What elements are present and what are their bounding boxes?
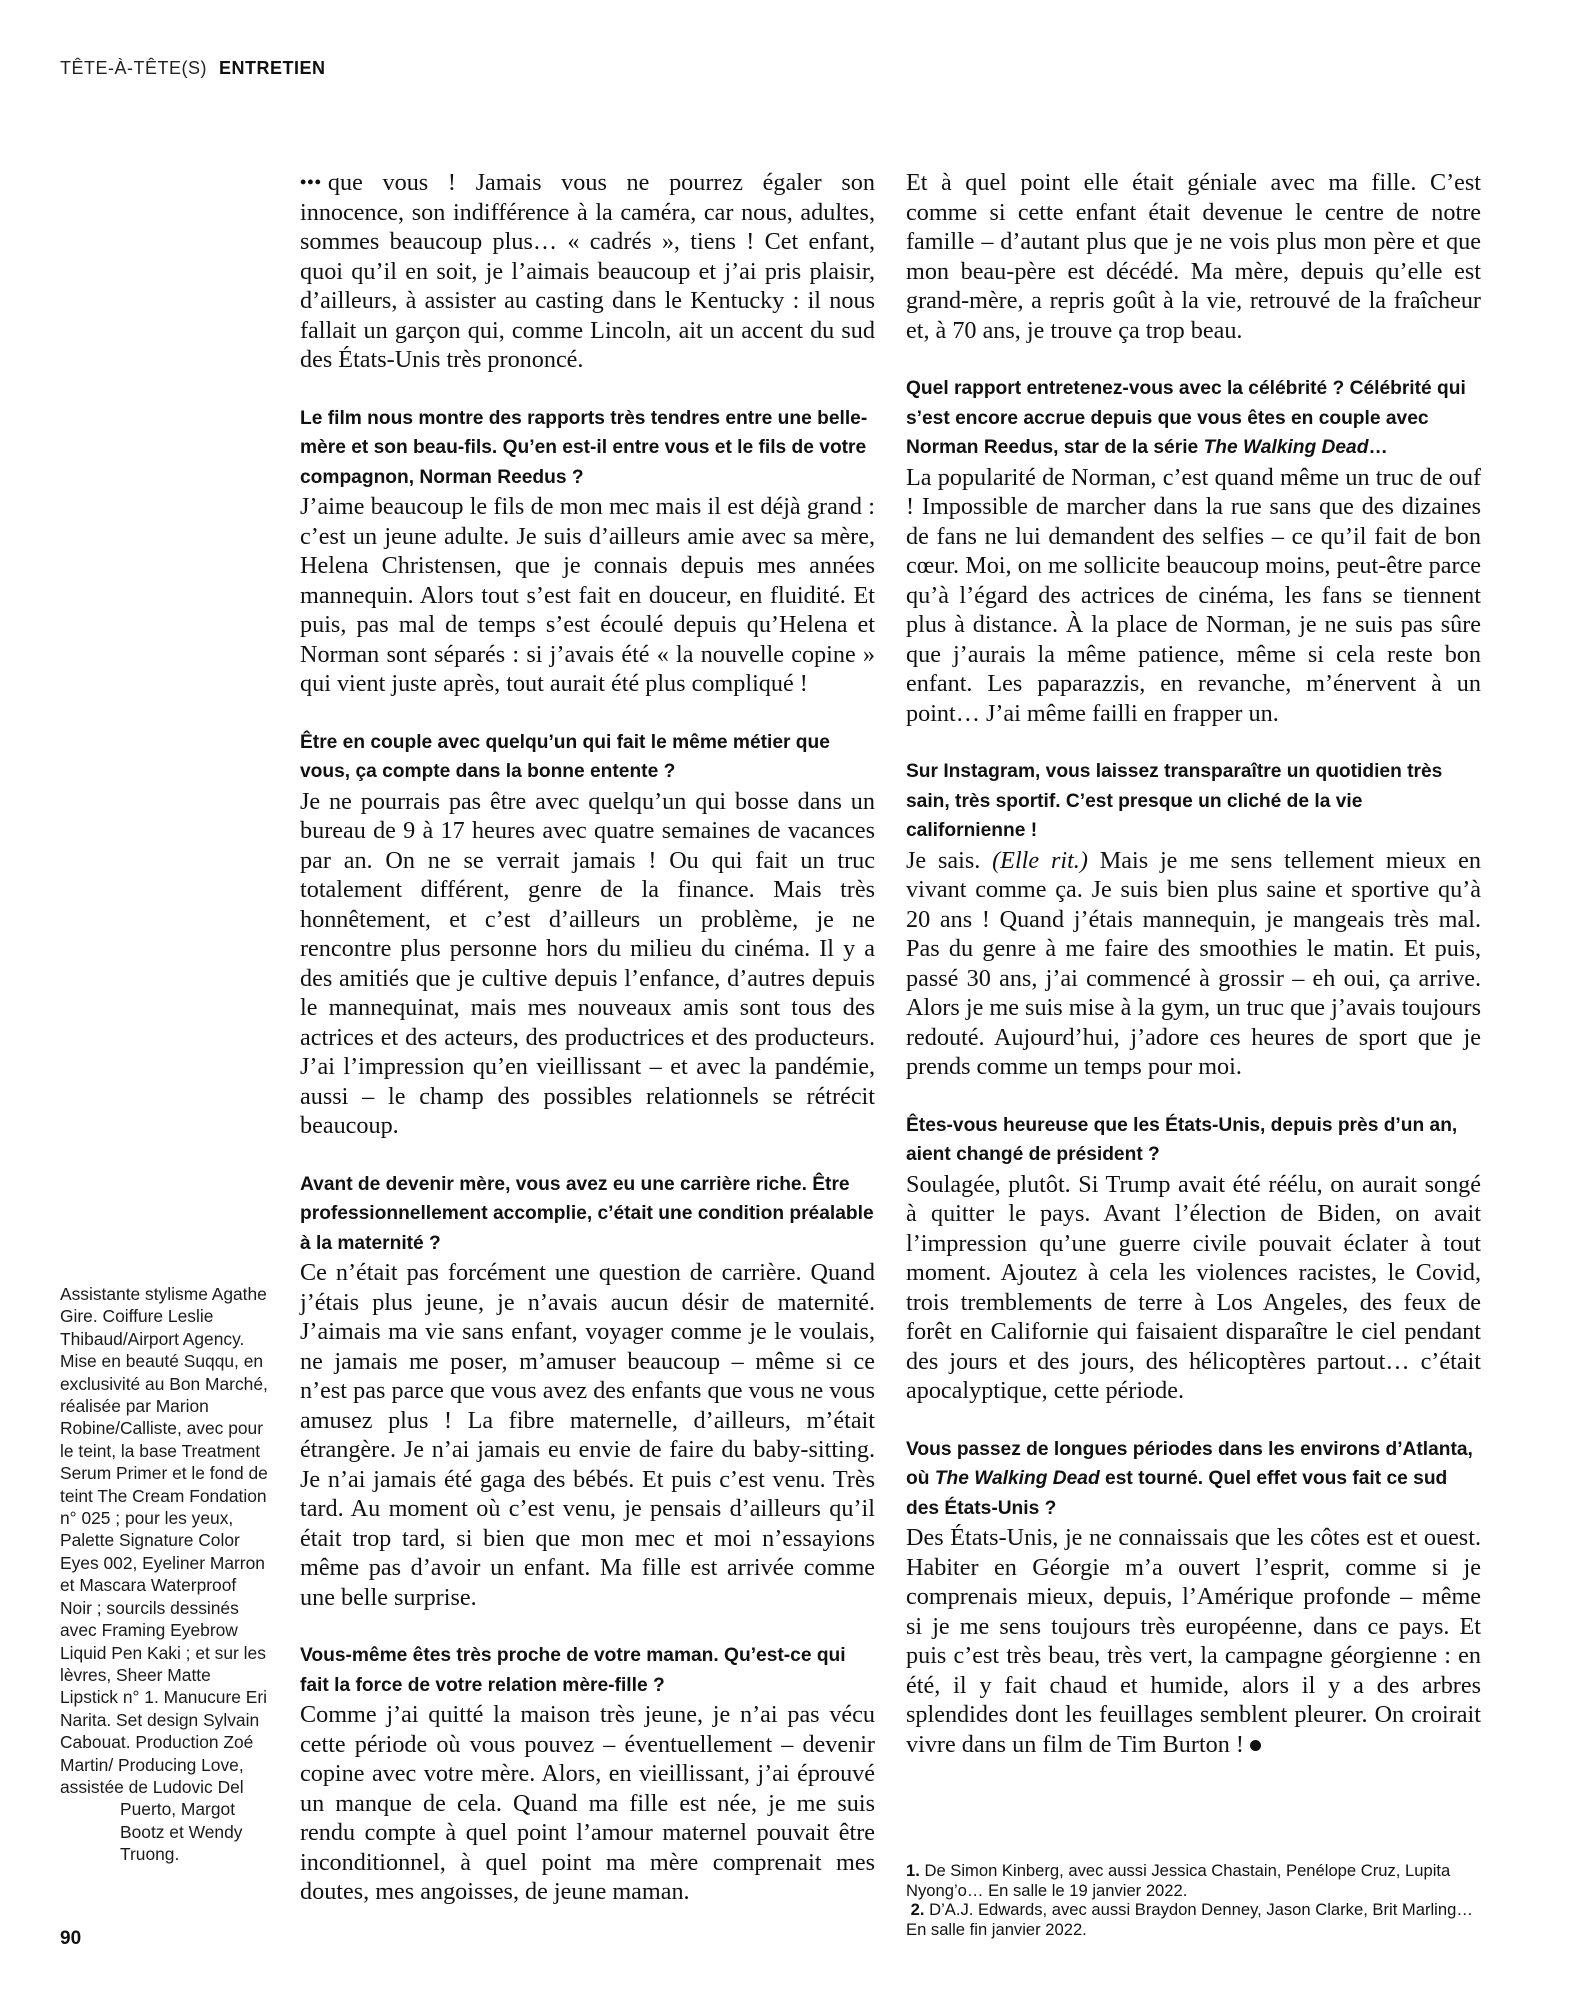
answer-text: Des États-Unis, je ne connaissais que les côtes est et ouest. Habiter en Géorgie m’a ouvert l’esprit, comme si je comprenais mieux, depuis, l’Amérique profonde – même si je me sens toujours très européenne, dans ce pays. Et puis c’est très beau, très vert, la campagne géorgienne : en été, il y fait chaud et humide, alors il y a des arbres splendides dont les feuillages semblent pleurer. On croirait vivre dans un film de Tim Burton !: [906, 1524, 1481, 1758]
interview-answer: Soulagée, plutôt. Si Trump avait été réélu, on aurait songé à quitter le pays. Avant l’élection de Biden, on avait l’impression qu’une guerre civile pouvait éclater à tout moment. Ajoutez à cela les violences racistes, le Covid, trois tremblements de terre à Los Angeles, des feux de forêt en Californie qui faisaient disparaître le ciel pendant des jours et des jours, des hélicoptères partout… c’était apocalyptique, cette période.: [906, 1170, 1481, 1404]
section-header: [60, 58, 326, 79]
question-text: Quel rapport entretenez-vous avec la célébrité ? Célébrité qui s’est encore accrue depuis que vous êtes en couple avec Norman Reedus, star de la série: [906, 378, 1466, 458]
section-label: ENTRETIEN: [219, 58, 326, 78]
interview-answer: Je ne pourrais pas être avec quelqu’un qui bosse dans un bureau de 9 à 17 heures avec quatre semaines de vacances par an. On ne se verrait jamais ! Ou qui fait un truc totalement différent, genre de la finance. Mais très honnêtement, et c’est d’ailleurs un problème, je ne rencontre plus personne hors du milieu du cinéma. Il y a des amitiés que je cultive depuis l’enfance, d’autres depuis le mannequinat, mais mes nouveaux amis sont tous des actrices et des acteurs, des productrices et des producteurs. J’ai l’impression qu’en vieillissant – et avec la pandémie, aussi – le champ des possibles relationnels se rétrécit beaucoup.: [300, 787, 875, 1139]
ellipsis-dots-icon: •••: [300, 172, 322, 192]
interview-question: Vous-même êtes très proche de votre maman. Qu’est-ce qui fait la force de votre relation mère-fille ?: [300, 1645, 846, 1696]
footnotes: [906, 1861, 1481, 1939]
right-article-column: [906, 168, 1481, 1759]
interview-question: Le film nous montre des rapports très tendres entre une belle-mère et son beau-fils. Qu’en est-il entre vous et le fils de votre compagnon, Norman Reedus ?: [300, 407, 868, 488]
interview-question: Avant de devenir mère, vous avez eu une carrière riche. Être professionnellement accomplie, c’était une condition préalable à la maternité ?: [300, 1173, 874, 1254]
end-of-article-bullet-icon: [1250, 1740, 1261, 1751]
series-title: The Walking Dead: [934, 1468, 1100, 1489]
photo-credits: [60, 1283, 270, 1866]
continuation-paragraph: Et à quel point elle était géniale avec ma fille. C’est comme si cette enfant était devenue le centre de notre famille – d’autant plus que je ne vois plus mon père et que mon beau-père est décédé. Ma mère, depuis qu’elle est grand-mère, a repris goût à la vie, retrouvé de la fraîcheur et, à 70 ans, je trouve ça trop beau.: [906, 169, 1481, 344]
question-text: …: [1368, 437, 1388, 458]
footnote-text: D’A.J. Edwards, avec aussi Braydon Denney, Jason Clarke, Brit Marling… En salle fin janvier 2022.: [906, 1900, 1473, 1939]
answer-text: Je sais.: [906, 846, 993, 874]
footnote-text: De Simon Kinberg, avec aussi Jessica Chastain, Penélope Cruz, Lupita Nyong’o… En salle le 19 janvier 2022.: [906, 1861, 1451, 1900]
footnote: [906, 1900, 1481, 1939]
interview-answer: J’aime beaucoup le fils de mon mec mais il est déjà grand : c’est un jeune adulte. Je suis d’ailleurs amie avec sa mère, Helena Christensen, que je connais depuis mes années mannequin. Alors tout s’est fait en douceur, en fluidité. Et puis, pas mal de temps s’est écoulé depuis qu’Helena et Norman sont séparés : si j’avais été « la nouvelle copine » qui vient juste après, tout aurait été plus compliqué !: [300, 493, 875, 697]
series-title: The Walking Dead: [1203, 437, 1369, 458]
interview-answer: [906, 846, 1481, 1082]
footnote-number: 2.: [910, 1900, 925, 1919]
credits-text-tail: Puerto, Margot Bootz et Wendy Truong.: [120, 1799, 243, 1865]
intro-text: que vous ! Jamais vous ne pourrez égaler son innocence, son indifférence à la caméra, car nous, adultes, sommes beaucoup plus… « cadrés », tiens ! Cet enfant, quoi qu’il en soit, je l’aimais beaucoup et j’ai pris plaisir, d’ailleurs, à assister au casting dans le Kentucky : il nous fallait un garçon qui, comme Lincoln, ait un accent du sud des États-Unis très prononcé.: [300, 169, 875, 373]
footnote: [906, 1861, 1481, 1900]
interview-answer: La popularité de Norman, c’est quand même un truc de ouf ! Impossible de marcher dans la rue sans que des dizaines de fans ne lui demandent des selfies – ce qu’il fait de bon cœur. Moi, on me sollicite beaucoup moins, peut-être parce qu’à l’égard des actrices de cinéma, les fans se tiennent plus à distance. À la place de Norman, je ne suis pas sûre que j’aurais la même patience, même si cela reste bon enfant. Les paparazzis, en revanche, m’énervent à un point… J’ai même failli en frapper un.: [906, 463, 1481, 727]
stage-direction: (Elle rit.): [992, 846, 1088, 874]
left-article-column: [300, 168, 875, 1907]
credits-text: Assistante stylisme Agathe Gire. Coiffure Leslie Thibaud/Airport Agency. Mise en beauté Suqqu, en exclusivité au Bon Marché, réalisée par Marion Robine/Calliste, avec pour le teint, la base Treatment Serum Primer et le fond de teint The Cream Fondation n° 025 ; pour les yeux, Palette Signature Color Eyes 002, Eyeliner Marron et Mascara Waterproof Noir ; sourcils dessinés avec Framing Eyebrow Liquid Pen Kaki ; et sur les lèvres, Sheer Matte Lipstick n° 1. Manucure Eri Narita. Set design Sylvain Cabouat. Production Zoé Martin/ Producing Love, assistée de Ludovic Del: [60, 1284, 268, 1797]
interview-question: Êtes-vous heureuse que les États-Unis, depuis près d’un an, aient changé de président ?: [906, 1114, 1458, 1165]
interview-question: [906, 1435, 1481, 1524]
question-text: Vous passez de longues périodes dans les environs d’Atlanta, où: [906, 1438, 1473, 1489]
interview-answer: Comme j’ai quitté la maison très jeune, je n’ai pas vécu cette période où vous pouvez – éventuellement – devenir copine avec votre mère. Alors, en vieillissant, j’ai éprouvé un manque de cela. Quand ma fille est née, je me suis rendu compte à quel point l’amour maternel pouvait être inconditionnel, à quel point ma mère comprenait mes doutes, mes angoisses, de jeune maman.: [300, 1701, 875, 1905]
interview-question: Être en couple avec quelqu’un qui fait le même métier que vous, ça compte dans la bonne entente ?: [300, 731, 830, 782]
page-number: 90: [60, 1928, 82, 1949]
interview-answer: Ce n’était pas forcément une question de carrière. Quand j’étais plus jeune, je n’avais aucun désir de maternité. J’aimais ma vie sans enfant, voyager comme je le voulais, ne jamais me poser, m’amuser beaucoup – même si ce n’est pas parce que vous avez des enfants que vous ne vous amusez plus ! La fibre maternelle, d’ailleurs, m’était étrangère. Je n’ai jamais eu envie de faire du baby-sitting. Je n’ai jamais été gaga des bébés. Et puis c’est venu. Très tard. Au moment où c’est venu, je pensais d’ailleurs qu’il était trop tard, si bien que mon mec et moi n’essayions même pas d’avoir un enfant. Ma fille est arrivée comme une belle surprise.: [300, 1259, 875, 1611]
question-text: est tourné. Quel effet vous fait ce sud des États-Unis ?: [906, 1468, 1448, 1519]
intro-paragraph: [300, 168, 875, 375]
interview-answer: [906, 1523, 1481, 1759]
interview-question: [906, 374, 1481, 463]
footnote-number: 1.: [906, 1861, 920, 1880]
interview-question: Sur Instagram, vous laissez transparaître un quotidien très sain, très sportif. C’est presque un cliché de la vie californienne !: [906, 761, 1443, 841]
answer-text: Mais je me sens tellement mieux en vivant comme ça. Je suis bien plus saine et sportive qu’à 20 ans ! Quand j’étais mannequin, je mangeais très mal. Pas du genre à me faire des smoothies le matin. Et puis, passé 30 ans, j’ai commencé à grossir – eh oui, ça arrive. Alors je me suis mise à la gym, un truc que j’avais toujours redouté. Aujourd’hui, j’adore ces heures de sport que je prends comme un temps pour moi.: [906, 846, 1481, 1080]
rubric-label: TÊTE-À-TÊTE(S): [60, 58, 207, 78]
